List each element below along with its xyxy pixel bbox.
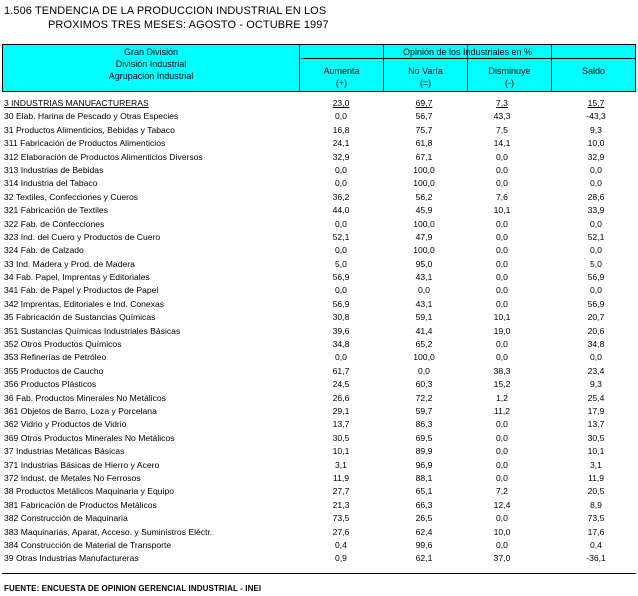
cell-disminuye: 10,1: [493, 312, 511, 323]
cell-disminuye: 43,3: [493, 111, 511, 122]
cell-disminuye: 7,3: [496, 98, 508, 108]
table-row: [2, 244, 636, 257]
cell-disminuye: 7,6: [496, 191, 508, 202]
cell-disminuye: 0,0: [496, 272, 508, 283]
cell-disminuye: 15,2: [493, 379, 511, 390]
row-label: 321 Fabricación de Textiles: [4, 205, 108, 216]
cell-aumenta: 11,9: [332, 472, 350, 483]
cell-novaria: 59,1: [415, 312, 433, 323]
cell-aumenta: 0,0: [335, 285, 347, 296]
cell-disminuye: 0,0: [496, 164, 508, 175]
cell-novaria: 59,7: [415, 405, 433, 416]
cell-disminuye: 0,0: [496, 419, 508, 430]
row-label: 31 Productos Alimenticios, Bebidas y Tabaco: [4, 124, 175, 135]
header-divider: [301, 58, 635, 59]
cell-disminuye: 37,0: [493, 553, 511, 564]
cell-saldo: 0,0: [590, 178, 602, 189]
header-col-sub: (-): [505, 78, 514, 88]
header-col-sub: (=): [419, 78, 432, 88]
table-row: [2, 284, 636, 297]
table-row: [2, 137, 636, 150]
cell-novaria: 100,0: [413, 352, 435, 363]
row-label: 382 Construcción de Maquinaria: [4, 513, 128, 524]
cell-saldo: 17,9: [587, 405, 605, 416]
cell-saldo: 3,1: [590, 459, 602, 470]
table-row: [2, 218, 636, 231]
cell-aumenta: 21,3: [332, 499, 350, 510]
cell-novaria: 72,2: [415, 392, 433, 403]
cell-disminuye: 0,0: [496, 432, 508, 443]
cell-disminuye: 0,0: [496, 513, 508, 524]
cell-aumenta: 44,0: [332, 205, 350, 216]
table-header: [2, 44, 636, 92]
row-label: 312 Elaboración de Productos Alimenticios Diversos: [4, 151, 203, 162]
cell-novaria: 69,7: [415, 98, 433, 108]
row-label: 30 Elab. Harina de Pescado y Otras Especies: [4, 111, 179, 122]
cell-saldo: 0,4: [590, 539, 602, 550]
cell-disminuye: 19,0: [493, 325, 511, 336]
cell-aumenta: 0,0: [335, 164, 347, 175]
cell-saldo: 0,0: [590, 164, 602, 175]
row-label: 37 Industrias Metálicas Básicas: [4, 446, 125, 457]
page-title: [4, 4, 329, 32]
cell-disminuye: 12,4: [493, 499, 511, 510]
table-row: [2, 552, 636, 565]
cell-disminuye: 0,0: [496, 285, 508, 296]
row-label: 311 Fabricación de Productos Alimenticios: [4, 138, 166, 149]
cell-novaria: 86,3: [415, 419, 433, 430]
cell-disminuye: 14,1: [493, 138, 511, 149]
header-gran-division: [3, 46, 299, 82]
cell-disminuye: 0,0: [496, 446, 508, 457]
source-note: FUENTE: ENCUESTA DE OPINION GERENCIAL INDUSTRIAL - INEI: [4, 584, 262, 593]
row-label: 353 Refinerías de Petróleo: [4, 352, 107, 363]
cell-aumenta: 0,0: [335, 218, 347, 229]
table-row: [2, 432, 636, 445]
table-row: [2, 539, 636, 552]
row-label: 372 Indust. de Metales No Ferrosos: [4, 472, 141, 483]
cell-saldo: 9,3: [590, 124, 602, 135]
header-col-aumenta: [300, 65, 383, 89]
table-row: [2, 124, 636, 137]
cell-disminuye: 0,0: [496, 352, 508, 363]
table-row: [2, 271, 636, 284]
cell-aumenta: 3,1: [335, 459, 347, 470]
cell-aumenta: 24,1: [332, 138, 350, 149]
cell-aumenta: 27,7: [332, 486, 350, 497]
cell-aumenta: 0,0: [335, 352, 347, 363]
cell-saldo: 52,1: [587, 231, 605, 242]
cell-aumenta: 30,8: [332, 312, 350, 323]
row-label: 352 Otros Productos Químicos: [4, 339, 122, 350]
cell-saldo: 73,5: [587, 513, 605, 524]
table-body: [2, 97, 636, 566]
table-row: [2, 472, 636, 485]
cell-novaria: 45,9: [415, 205, 433, 216]
table-row: [2, 338, 636, 351]
header-col-sub: (+): [335, 78, 348, 88]
cell-saldo: 0,0: [590, 285, 602, 296]
row-label: 313 Industrias de Bebidas: [4, 164, 104, 175]
cell-saldo: 17,6: [587, 526, 605, 537]
cell-saldo: 20,5: [587, 486, 605, 497]
table-row: [2, 526, 636, 539]
cell-aumenta: 16,8: [332, 124, 350, 135]
cell-disminuye: 1,2: [496, 392, 508, 403]
header-col-disminuye: [468, 65, 551, 89]
cell-disminuye: 0,0: [496, 245, 508, 256]
cell-aumenta: 0,0: [335, 245, 347, 256]
cell-aumenta: 29,1: [332, 405, 350, 416]
table-bottom-rule: [2, 573, 636, 574]
cell-disminuye: 0,0: [496, 472, 508, 483]
cell-novaria: 69,5: [415, 432, 433, 443]
cell-disminuye: 0,0: [496, 298, 508, 309]
table-row: [2, 177, 636, 190]
row-label: 34 Fab. Papel, Imprentas y Editoriales: [4, 272, 150, 283]
cell-novaria: 43,1: [415, 298, 433, 309]
cell-saldo: 0,0: [590, 218, 602, 229]
cell-disminuye: 0,0: [496, 459, 508, 470]
table-row: [2, 311, 636, 324]
table-row: [2, 499, 636, 512]
cell-saldo: 5,0: [590, 258, 602, 269]
header-left-line-2: División Industrial: [115, 59, 187, 69]
cell-saldo: 34,8: [587, 339, 605, 350]
cell-saldo: 20,6: [587, 325, 605, 336]
cell-saldo: -43,3: [586, 111, 606, 122]
table-row: [2, 418, 636, 431]
table-row: [2, 151, 636, 164]
cell-saldo: 25,4: [587, 392, 605, 403]
cell-disminuye: 10,1: [493, 205, 511, 216]
cell-saldo: 23,4: [587, 365, 605, 376]
cell-novaria: 0,0: [418, 285, 430, 296]
cell-aumenta: 39,6: [332, 325, 350, 336]
cell-disminuye: 7,2: [496, 486, 508, 497]
cell-novaria: 0,0: [418, 365, 430, 376]
cell-novaria: 26,5: [415, 513, 433, 524]
cell-aumenta: 5,0: [335, 258, 347, 269]
cell-aumenta: 26,6: [332, 392, 350, 403]
cell-disminuye: 0,0: [496, 231, 508, 242]
header-left-line-3: Agrupación Industrial: [108, 71, 194, 81]
cell-saldo: 56,9: [587, 272, 605, 283]
cell-novaria: 60,3: [415, 379, 433, 390]
cell-saldo: 56,9: [587, 298, 605, 309]
table-row: [2, 204, 636, 217]
table-row: [2, 512, 636, 525]
cell-saldo: 13,7: [587, 419, 605, 430]
cell-disminuye: 11,2: [493, 405, 511, 416]
cell-novaria: 65,2: [415, 339, 433, 350]
cell-saldo: 9,3: [590, 379, 602, 390]
table-row: [2, 231, 636, 244]
table-row: [2, 485, 636, 498]
table-row: [2, 445, 636, 458]
row-label: 351 Sustancias Químicas Industriales Básicas: [4, 325, 181, 336]
cell-novaria: 100,0: [413, 218, 435, 229]
row-label: 371 Industrias Básicas de Hierro y Acero: [4, 459, 160, 470]
row-label: 369 Otros Productos Minerales No Metálicos: [4, 432, 175, 443]
row-label: 324 Fab. de Calzado: [4, 245, 84, 256]
header-col-saldo: [552, 65, 635, 77]
header-col-label: No Varía: [408, 66, 443, 76]
cell-aumenta: 56,9: [332, 272, 350, 283]
row-label: 33 Ind. Madera y Prod. de Madera: [4, 258, 135, 269]
table-row: [2, 405, 636, 418]
cell-disminuye: 0,0: [496, 258, 508, 269]
cell-novaria: 62,4: [415, 526, 433, 537]
table-row: [2, 325, 636, 338]
table-row: [2, 164, 636, 177]
cell-novaria: 75,7: [415, 124, 433, 135]
cell-novaria: 96,9: [415, 459, 433, 470]
cell-novaria: 99,6: [415, 539, 433, 550]
cell-saldo: 30,5: [587, 432, 605, 443]
row-label: 35 Fabricación de Sustancias Químicas: [4, 312, 156, 323]
row-label: 38 Productos Metálicos Maquinaria y Equipo: [4, 486, 175, 497]
cell-disminuye: 0,0: [496, 539, 508, 550]
header-col-novaria: [384, 65, 467, 89]
row-label: 381 Fabricación de Productos Metálicos: [4, 499, 157, 510]
row-label: 322 Fab. de Confecciones: [4, 218, 105, 229]
header-left-line-1: Gran División: [123, 47, 179, 57]
table-row: [2, 459, 636, 472]
row-label: 3 INDUSTRIAS MANUFACTURERAS: [4, 98, 149, 108]
row-label: 342 Imprentas, Editoriales e Ind. Conexas: [4, 298, 165, 309]
cell-aumenta: 13,7: [332, 419, 350, 430]
cell-disminuye: 7,5: [496, 124, 508, 135]
cell-aumenta: 56,9: [332, 298, 350, 309]
cell-aumenta: 24,5: [332, 379, 350, 390]
cell-saldo: 20,7: [587, 312, 605, 323]
cell-saldo: 28,6: [587, 191, 605, 202]
cell-saldo: 0,0: [590, 352, 602, 363]
cell-novaria: 43,1: [415, 272, 433, 283]
cell-disminuye: 0,0: [496, 178, 508, 189]
header-col-label: Saldo: [581, 66, 606, 76]
cell-disminuye: 0,0: [496, 339, 508, 350]
cell-novaria: 100,0: [413, 178, 435, 189]
table-row: [2, 378, 636, 391]
title-line-1: 1.506 TENDENCIA DE LA PRODUCCION INDUSTRIAL EN LOS: [4, 5, 327, 17]
cell-novaria: 65,1: [415, 486, 433, 497]
cell-aumenta: 52,1: [332, 231, 350, 242]
cell-aumenta: 23,0: [332, 98, 350, 108]
cell-disminuye: 10,0: [493, 526, 511, 537]
row-label: 361 Objetos de Barro, Loza y Porcelana: [4, 405, 157, 416]
cell-novaria: 67,1: [415, 151, 433, 162]
cell-aumenta: 10,1: [332, 446, 350, 457]
cell-novaria: 100,0: [413, 164, 435, 175]
table-row: [2, 110, 636, 123]
table-row: [2, 392, 636, 405]
cell-novaria: 62,1: [415, 553, 433, 564]
row-label: 341 Fab. de Papel y Productos de Papel: [4, 285, 159, 296]
cell-saldo: 11,9: [587, 472, 605, 483]
cell-disminuye: 0,0: [496, 218, 508, 229]
cell-saldo: 10,1: [587, 446, 605, 457]
cell-aumenta: 27,6: [332, 526, 350, 537]
cell-novaria: 47,9: [415, 231, 433, 242]
table-row: [2, 258, 636, 271]
row-label: 32 Textiles, Confecciones y Cueros: [4, 191, 139, 202]
cell-aumenta: 32,9: [332, 151, 350, 162]
cell-novaria: 88,1: [415, 472, 433, 483]
cell-novaria: 95,0: [415, 258, 433, 269]
cell-saldo: 10,0: [587, 138, 605, 149]
row-label: 39 Otras Industrias Manufactureras: [4, 553, 139, 564]
cell-aumenta: 30,5: [332, 432, 350, 443]
cell-novaria: 56,2: [415, 191, 433, 202]
cell-aumenta: 0,0: [335, 178, 347, 189]
table-row: [2, 191, 636, 204]
table-row: [2, 298, 636, 311]
row-label: 356 Productos Plásticos: [4, 379, 97, 390]
cell-saldo: -36,1: [586, 553, 606, 564]
title-line-2: PROXIMOS TRES MESES: AGOSTO - OCTUBRE 1997: [48, 19, 329, 31]
cell-aumenta: 73,5: [332, 513, 350, 524]
cell-novaria: 61,8: [415, 138, 433, 149]
cell-novaria: 41,4: [415, 325, 433, 336]
cell-saldo: 8,9: [590, 499, 602, 510]
row-label: 383 Maquinarias, Aparat, Acceso. y Suministros Eléctr.: [4, 526, 213, 537]
row-label: 314 Industria del Tabaco: [4, 178, 98, 189]
cell-saldo: 32,9: [587, 151, 605, 162]
row-label: 355 Productos de Caucho: [4, 365, 104, 376]
cell-saldo: 33,9: [587, 205, 605, 216]
cell-saldo: 0,0: [590, 245, 602, 256]
cell-novaria: 56,7: [415, 111, 433, 122]
cell-disminuye: 38,3: [493, 365, 511, 376]
cell-aumenta: 0,0: [335, 111, 347, 122]
row-label: 36 Fab. Productos Minerales No Metálicos: [4, 392, 166, 403]
table-row: [2, 97, 636, 110]
cell-aumenta: 61,7: [332, 365, 350, 376]
cell-aumenta: 36,2: [332, 191, 350, 202]
cell-novaria: 100,0: [413, 245, 435, 256]
table-row: [2, 365, 636, 378]
header-col-label: Disminuye: [488, 66, 531, 76]
cell-aumenta: 0,9: [335, 553, 347, 564]
cell-saldo: 15,7: [587, 98, 605, 108]
row-label: 323 Ind. del Cuero y Productos de Cuero: [4, 231, 161, 242]
cell-disminuye: 0,0: [496, 151, 508, 162]
cell-novaria: 89,9: [415, 446, 433, 457]
row-label: 362 Vidrio y Productos de Vidrio: [4, 419, 127, 430]
cell-novaria: 66,3: [415, 499, 433, 510]
header-col-label: Aumenta: [323, 66, 360, 76]
cell-aumenta: 0,4: [335, 539, 347, 550]
row-label: 384 Construcción de Material de Transporte: [4, 539, 172, 550]
cell-aumenta: 34,8: [332, 339, 350, 350]
header-group-label: Opinión de los Industriales en %: [402, 47, 533, 57]
table-row: [2, 351, 636, 364]
